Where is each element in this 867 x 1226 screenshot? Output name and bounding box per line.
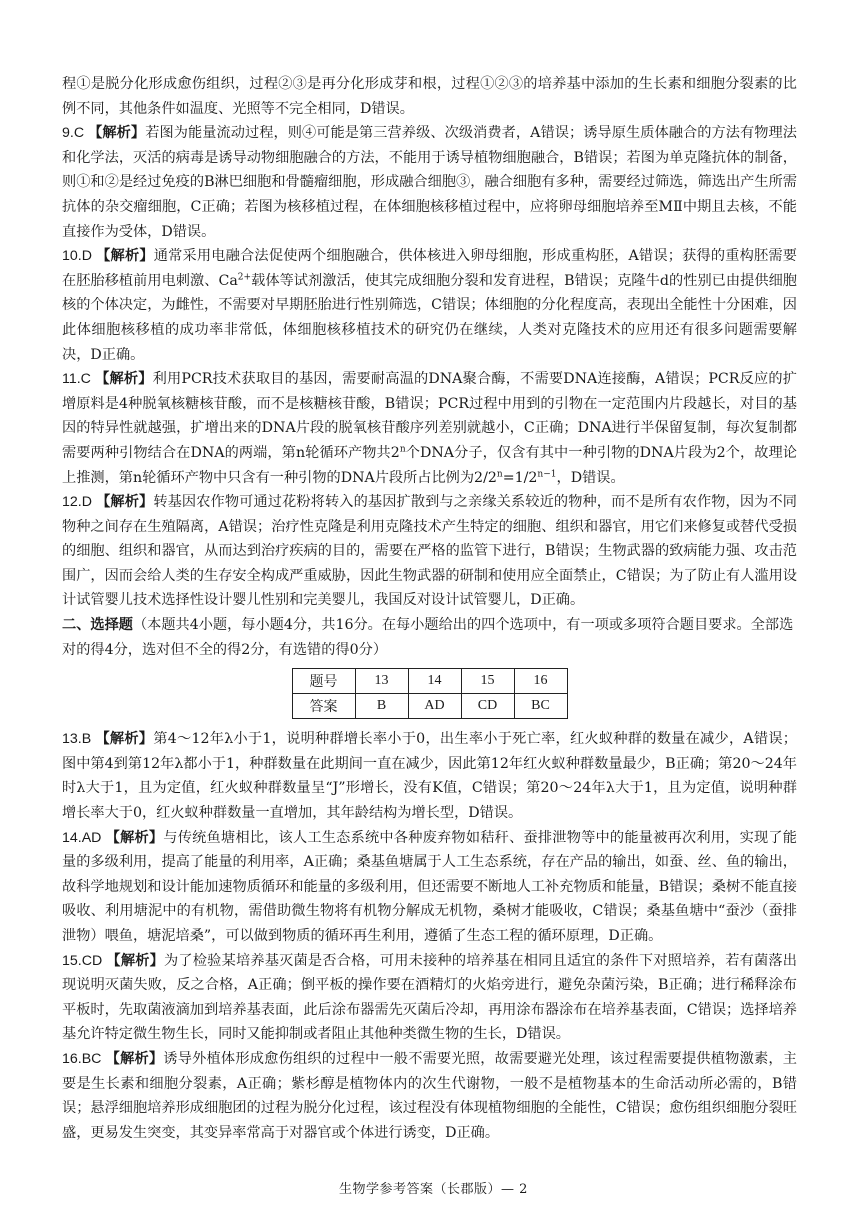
answer-item-13 xyxy=(62,727,797,825)
intro-paragraph: 程①是脱分化形成愈伤组织，过程②③是再分化形成芽和根，过程①②③的培养基中添加的生长素和细胞分裂素的比例不同，其他条件如温度、光照等不完全相同，D错误。 xyxy=(62,76,797,117)
table-cell: 15 xyxy=(461,669,514,694)
answer-explanation-cont: 载体等试剂激活，使其完成细胞分裂和发育进程，B错误；克隆牛d的性别已由提供细胞核的个体决定，为雌性，不需要对早期胚胎进行性别筛选，C错误；体细胞的分化程度高，表现出全能性十分困难，因此体细胞核移植的成功率非常低，体细胞核移植技术的研究仍在继续，人类对克隆技术的应用还有很多问题需要解决，D正确。 xyxy=(62,272,797,363)
analysis-tag: 【解析】 xyxy=(94,371,153,388)
answer-table xyxy=(292,668,568,719)
question-number: 9.C xyxy=(62,125,85,142)
answer-item-16 xyxy=(62,1047,797,1145)
answer-item-10 xyxy=(62,244,797,367)
answer-explanation: 为了检验某培养基灭菌是否合格，可用未接种的培养基在相同且适宜的条件下对照培养，若有菌落出现说明灭菌失败，反之合格，A正确；倒平板的操作要在酒精灯的火焰旁进行，避免杂菌污染，B正确；进行稀释涂布平板时，先取菌液滴加到培养基表面，此后涂布器需先灭菌后冷却，再用涂布器涂布在培养基表面，C错误；选择培养基允许特定微生物生长，同时又能抑制或者阻止其他种类微生物的生长，D错误。 xyxy=(62,952,797,1043)
answer-item-9 xyxy=(62,121,797,244)
answer-explanation: 利用PCR技术获取目的基因，需要耐高温的DNA聚合酶，不需要DNA连接酶，A错误；PCR反应的扩增原料是4种脱氧核糖核苷酸，而不是核糖核苷酸，B错误；PCR过程中用到的引物在一定范围内片段越长，对目的基因的特异性就越强，扩增出来的DNA片段的脱氧核苷酸序列差别就越小，C正确；DNA进行半保留复制，每次复制都需要两种引物结合在DNA的两端，第n轮循环产物共2 xyxy=(62,371,797,461)
table-cell: 13 xyxy=(355,669,408,694)
question-number: 15.CD xyxy=(62,952,103,969)
question-number: 12.D xyxy=(62,494,92,511)
analysis-tag: 【解析】 xyxy=(95,731,154,748)
analysis-tag: 【解析】 xyxy=(105,829,164,846)
answer-explanation: 第4～12年λ小于1，说明种群增长率小于0，出生率小于死亡率，红火蚁种群的数量在减少，A错误；图中第4到第12年λ都小于1，种群数量在此期间一直在减少，因此第12年红火蚁种群数量最少，B正确；第20～24年时λ大于1，且为定值，红火蚁种群数量呈“J”形增长，没有K值，C错误；第20～24年λ大于1，且为定值，说明种群增长率大于0，红火蚁种群数量一直增加，其年龄结构为增长型，D错误。 xyxy=(62,731,797,822)
analysis-tag: 【解析】 xyxy=(106,952,164,969)
answer-explanation: 转基因农作物可通过花粉将转入的基因扩散到与之亲缘关系较近的物种，而不是所有农作物，因为不同物种之间存在生殖隔离，A错误；治疗性克隆是利用克隆技术产生特定的细胞、组织和器官，用它们来修复或替代受损的细胞、组织和器官，从而达到治疗疾病的目的，需要在严格的监管下进行，B错误；生物武器的致病能力强、攻击范围广，因而会给人类的生存安全构成严重威胁，因此生物武器的研制和使用应全面禁止，C错误；为了防止有人滥用设计试管婴儿技术选择性设计婴儿性别和完美婴儿，我国反对设计试管婴儿，D正确。 xyxy=(62,494,797,609)
answer-item-14 xyxy=(62,826,797,949)
answer-explanation: 诱导外植体形成愈伤组织的过程中一般不需要光照，故需要避光处理，该过程需要提供植物激素，主要是生长素和细胞分裂素，A正确；紫杉醇是植物体内的次生代谢物，一般不是植物基本的生命活动所必需的，B错误；悬浮细胞培养形成细胞团的过程为脱分化过程，该过程没有体现植物细胞的全能性，C错误；愈伤组织细胞分裂旺盛，更易发生突变，其变异率常高于对器官或个体进行诱变，D正确。 xyxy=(62,1050,797,1141)
answer-item-11 xyxy=(62,367,797,490)
answer-explanation: 与传统鱼塘相比，该人工生态系统中各种废弃物如秸秆、蚕排泄物等中的能量被再次利用，实现了能量的多级利用，提高了能量的利用率，A正确；桑基鱼塘属于人工生态系统，存在产品的输出，如蚕、丝、鱼的输出，故科学地规划和设计能加速物质循环和能量的多级利用，但还需要不断地人工补充物质和能量，B错误；桑树不能直接吸收、利用塘泥中的有机物，需借助微生物将有机物分解成无机物，桑树才能吸收，C错误；桑基鱼塘中“蚕沙（蚕排泄物）喂鱼，塘泥培桑”，可以做到物质的循环再生利用，遵循了生态工程的循环原理，D正确。 xyxy=(62,829,797,944)
superscript: n xyxy=(399,444,406,455)
analysis-tag: 【解析】 xyxy=(95,248,154,265)
table-cell: BC xyxy=(514,694,567,719)
answer-explanation-cont: =1/2 xyxy=(502,469,538,486)
section-heading xyxy=(62,613,797,662)
table-row xyxy=(292,694,567,719)
answer-explanation-cont: ，D错误。 xyxy=(556,469,625,486)
page-footer: 生物学参考答案（长郡版）— 2 xyxy=(339,1182,528,1197)
table-cell: AD xyxy=(408,694,461,719)
superscript: 2+ xyxy=(237,272,252,283)
table-cell: CD xyxy=(461,694,514,719)
question-number: 16.BC xyxy=(62,1050,102,1067)
answer-explanation: 若图为能量流动过程，则④可能是第三营养级、次级消费者，A错误；诱导原生质体融合的方法有物理法和化学法，灭活的病毒是诱导动物细胞融合的方法，不能用于诱导植物细胞融合，B错误；若图为单克隆抗体的制备，则①和②是经过免疫的B淋巴细胞和骨髓瘤细胞，形成融合细胞③，融合细胞有多种，需要经过筛选，筛选出产生所需抗体的杂交瘤细胞，C正确；若图为核移植过程，在体细胞核移植过程中，应将卵母细胞培养至MⅡ中期且去核，不能直接作为受体，D错误。 xyxy=(62,125,797,240)
table-cell: B xyxy=(355,694,408,719)
analysis-tag: 【解析】 xyxy=(105,1050,164,1067)
superscript: n−1 xyxy=(537,468,557,479)
question-number: 10.D xyxy=(62,248,92,265)
analysis-tag: 【解析】 xyxy=(88,125,146,142)
answer-explanation-cont: 个DNA分子，仅含有其中一种引物的DNA片段为2个，故理论上推测，第n轮循环产物中只含有一种引物的DNA片段所占比例为2/2 xyxy=(62,444,797,486)
superscript: n xyxy=(496,468,503,479)
table-cell: 14 xyxy=(408,669,461,694)
answer-item-15 xyxy=(62,949,797,1047)
section-title: 二、选择题 xyxy=(62,617,133,634)
question-number: 11.C xyxy=(62,371,91,388)
answer-explanation: 通常采用电融合法促使两个细胞融合，供体核进入卵母细胞，形成重构胚，A错误；获得的重构胚需要在胚胎移植前用电刺激、Ca xyxy=(62,248,797,289)
question-number: 13.B xyxy=(62,731,92,748)
question-number: 14.AD xyxy=(62,829,102,846)
table-row-label: 题号 xyxy=(292,669,355,694)
answer-item-12 xyxy=(62,490,797,613)
table-cell: 16 xyxy=(514,669,567,694)
section-instructions: （本题共4小题，每小题4分，共16分。在每小题给出的四个选项中，有一项或多项符合题目要求。全部选对的得4分，选对但不全的得2分，有选错的得0分） xyxy=(62,617,794,658)
table-row xyxy=(292,669,567,694)
analysis-tag: 【解析】 xyxy=(95,494,154,511)
table-row-label: 答案 xyxy=(292,694,355,719)
